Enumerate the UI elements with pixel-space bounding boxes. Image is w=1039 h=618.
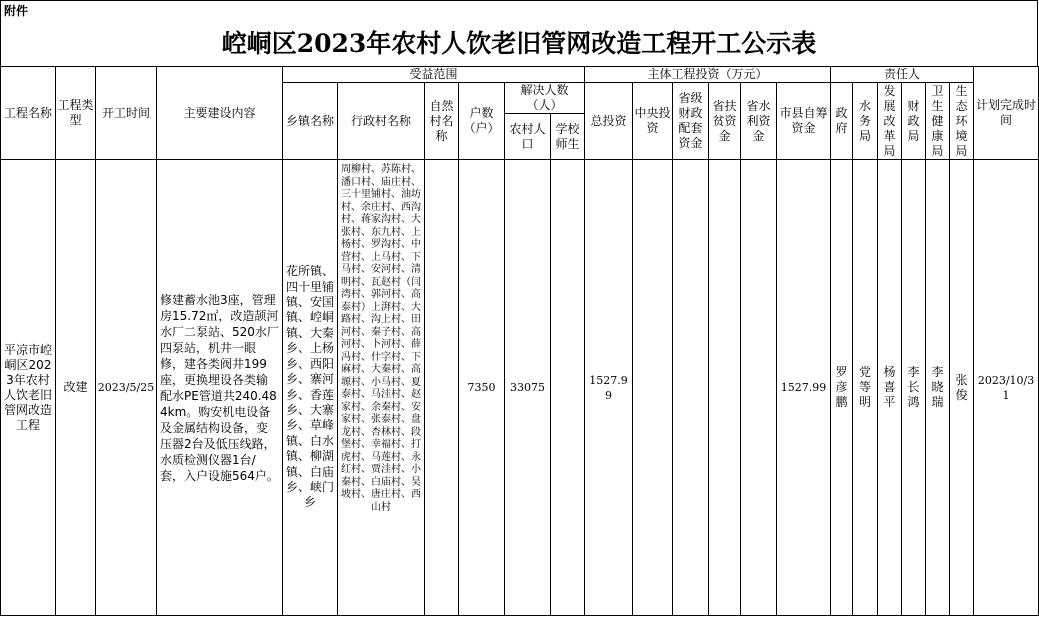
cell-rural-population: 33075 bbox=[505, 160, 551, 616]
header-provincial-water: 省水利资金 bbox=[741, 83, 777, 160]
header-responsible: 责任人 bbox=[831, 67, 974, 83]
public-notice-table bbox=[0, 66, 1039, 616]
cell-project-type: 改建 bbox=[56, 160, 96, 616]
cell-township: 花所镇、四十里铺镇、安国镇、崆峒镇、大秦乡、上杨乡、西阳乡、寨河乡、香莲乡、大寨乡、草峰镇、白水镇、柳湖镇、白庙乡、峡门乡 bbox=[283, 160, 338, 616]
cell-provincial-water bbox=[741, 160, 777, 616]
header-finance-bureau: 财政局 bbox=[902, 83, 926, 160]
header-health-bureau: 卫生健康局 bbox=[926, 83, 950, 160]
cell-finance-bureau: 李长鸿 bbox=[902, 160, 926, 616]
header-central-investment: 中央投资 bbox=[633, 83, 673, 160]
cell-natural-village bbox=[425, 160, 459, 616]
attachment-label: 附件 bbox=[0, 0, 1038, 21]
table-row bbox=[1, 160, 1039, 616]
header-total-investment: 总投资 bbox=[585, 83, 633, 160]
cell-provincial-fiscal bbox=[673, 160, 709, 616]
cell-reform-bureau: 杨喜平 bbox=[878, 160, 902, 616]
cell-eco-bureau: 张俊 bbox=[950, 160, 974, 616]
header-solved-people: 解决人数（人） bbox=[505, 83, 585, 114]
header-township: 乡镇名称 bbox=[283, 83, 338, 160]
header-admin-village: 行政村名称 bbox=[338, 83, 425, 160]
header-school-staff: 学校师生 bbox=[551, 114, 585, 160]
header-start-time: 开工时间 bbox=[96, 67, 157, 160]
cell-main-content: 修建蓄水池3座，管理房15.72㎡，改造颉河水厂二泵站、520水厂四泵站，机井一眼修，建各类阀井199座，更换埋设各类输配水PE管道共240.484km。购安机电设备及金属结构设备，变压器2台及低压线路，水质检测仪器1台/套，入户设施564户。 bbox=[157, 160, 283, 616]
cell-city-county-self: 1527.99 bbox=[777, 160, 831, 616]
page-title: 崆峒区2023年农村人饮老旧管网改造工程开工公示表 bbox=[0, 21, 1038, 67]
header-provincial-fiscal: 省级财政配套资金 bbox=[673, 83, 709, 160]
cell-total-investment: 1527.99 bbox=[585, 160, 633, 616]
header-eco-bureau: 生态环境局 bbox=[950, 83, 974, 160]
cell-health-bureau: 李晓瑞 bbox=[926, 160, 950, 616]
header-main-content: 主要建设内容 bbox=[157, 67, 283, 160]
header-beneficiary-scope: 受益范围 bbox=[283, 67, 585, 83]
header-city-county-self: 市县自筹资金 bbox=[777, 83, 831, 160]
cell-government: 罗彦鹏 bbox=[831, 160, 853, 616]
cell-water-bureau: 党等明 bbox=[853, 160, 878, 616]
cell-provincial-poverty bbox=[709, 160, 741, 616]
cell-planned-completion: 2023/10/31 bbox=[974, 160, 1039, 616]
header-households: 户数（户） bbox=[459, 83, 505, 160]
header-provincial-poverty: 省扶贫资金 bbox=[709, 83, 741, 160]
cell-start-time: 2023/5/25 bbox=[96, 160, 157, 616]
header-row-1 bbox=[1, 67, 1039, 83]
header-government: 政府 bbox=[831, 83, 853, 160]
cell-households: 7350 bbox=[459, 160, 505, 616]
header-investment: 主体工程投资（万元） bbox=[585, 67, 831, 83]
header-project-type: 工程类型 bbox=[56, 67, 96, 160]
cell-admin-village: 周柳村、苏陈村、潘口村、庙庄村、三十里铺村、油坊村、余庄村、西沟村、蒋家沟村、大张村、东九村、上杨村、罗沟村、中营村、上马村、下马村、安河村、清明村、瓦赵村（闫湾村、郭河村、高泰村）上湃村、大路村、沟上村、田河村、秦子村、高河村、卜河村、薛冯村、什字村、下麻村、大秦村、高塬村、小马村、夏泰村、马洼村、赵家村、余秦村、安家村、张泰村、盘龙村、杏林村、段堡村、幸福村、打虎村、马莲村、永红村、贾洼村、小秦村、白庙村、吴坡村、唐庄村、西山村 bbox=[338, 160, 425, 616]
header-water-bureau: 水务局 bbox=[853, 83, 878, 160]
cell-school-staff bbox=[551, 160, 585, 616]
header-project-name: 工程名称 bbox=[1, 67, 56, 160]
header-natural-village: 自然村名称 bbox=[425, 83, 459, 160]
header-rural-population: 农村人口 bbox=[505, 114, 551, 160]
header-planned-completion: 计划完成时间 bbox=[974, 67, 1039, 160]
cell-central-investment bbox=[633, 160, 673, 616]
cell-project-name: 平凉市崆峒区2023年农村人饮老旧管网改造工程 bbox=[1, 160, 56, 616]
header-reform-bureau: 发展改革局 bbox=[878, 83, 902, 160]
